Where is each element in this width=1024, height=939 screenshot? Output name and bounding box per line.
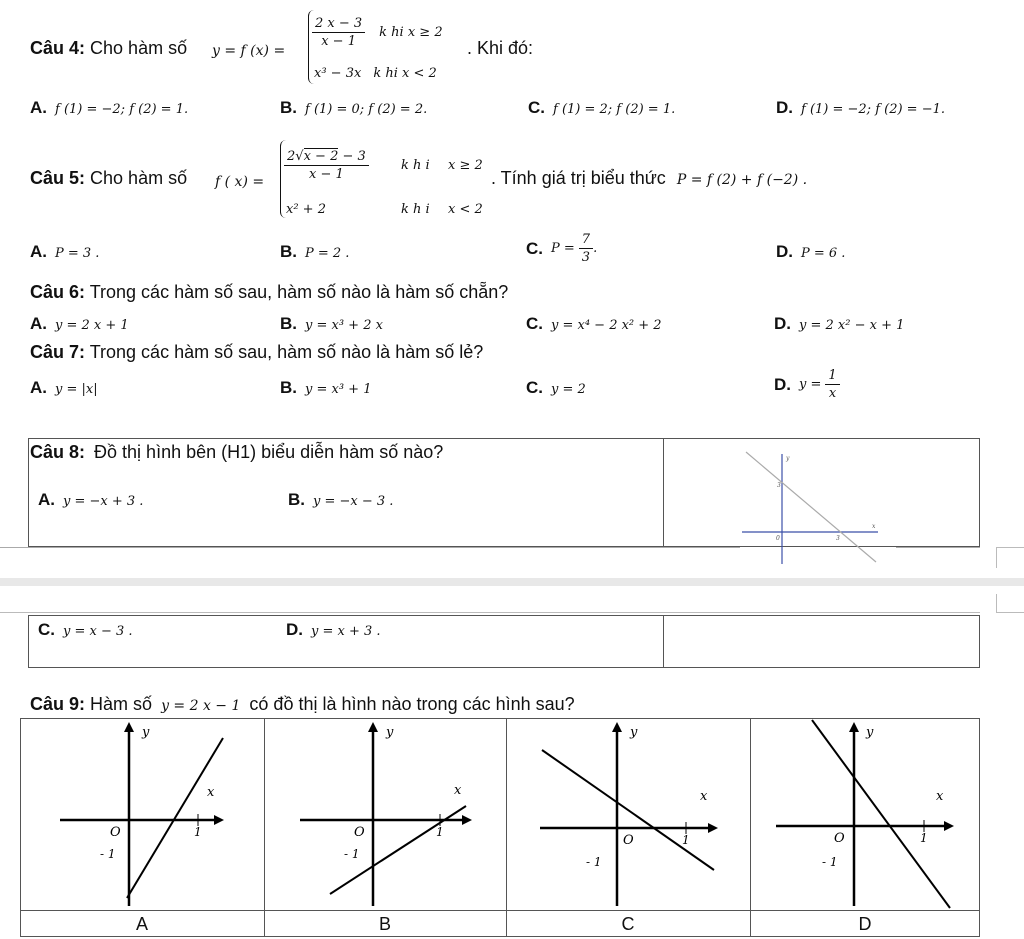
q4-lhs: y = f (x) = [212, 43, 286, 59]
q5-intro: Cho hàm số [90, 168, 188, 188]
q9-b-origin: O [354, 825, 365, 840]
q4-case1 [312, 10, 443, 54]
q8-label: Câu 8: [30, 442, 86, 462]
q6-text: Trong các hàm số sau, hàm số nào là hàm số chẵn? [89, 282, 509, 302]
page-edge-line-left [0, 547, 740, 548]
q5-option-d[interactable]: D. P = 6 . [776, 242, 846, 261]
q4-case2-expr: x³ − 3x [314, 66, 362, 81]
q5-case1 [284, 140, 369, 190]
q4-tail: . Khi đó: [467, 38, 534, 58]
q8-table-divider [663, 439, 664, 547]
q4-case2-cond: k hi x < 2 [373, 66, 437, 81]
q9-d-x-label: x [936, 789, 944, 804]
q4-option-b[interactable]: B. f (1) = 0; f (2) = 2. [280, 98, 428, 117]
q4-case1-fraction [312, 16, 365, 49]
q9-c-y-label: y [630, 725, 638, 740]
q9-graph-a [60, 725, 223, 906]
q8-option-d[interactable]: D. y = x + 3 . [286, 620, 381, 639]
q8-graph-x-label: x [872, 523, 876, 530]
q9-d-origin: O [834, 831, 845, 846]
q5-case1-fraction [284, 149, 369, 182]
q9-c-tick-y: - 1 [586, 855, 602, 869]
q9-intro: Hàm số [90, 694, 153, 714]
q5-stem [30, 168, 187, 189]
q7-label: Câu 7: [30, 342, 86, 362]
q8-graph-x-tick: 3 [836, 535, 840, 542]
q9-d-tick-y: - 1 [822, 855, 838, 869]
q8-graph-y-tick: 3 [777, 482, 781, 489]
q4-intro: Cho hàm số [90, 38, 188, 58]
q8-table-bottom [28, 615, 980, 668]
q8-graph-h1 [738, 448, 898, 566]
q5-tail: . Tính giá trị biểu thức P = f (2) + f (−2) . [491, 168, 808, 188]
q8-text: Đồ thị hình bên (H1) biểu diễn hàm số nào? [94, 442, 444, 462]
q5-case1-den: x − 1 [309, 166, 344, 182]
q5-option-c[interactable]: C. P = $\frac{7}{3}$ . [526, 232, 598, 265]
q7-option-c[interactable]: C. y = 2 [526, 378, 586, 397]
q4-case1-cond: k hi x ≥ 2 [379, 24, 443, 40]
q7-option-a[interactable]: A. y = |x| [30, 378, 98, 397]
q9-caption-c[interactable]: C [621, 913, 635, 934]
q9-c-x-label: x [700, 789, 708, 804]
q6-label: Câu 6: [30, 282, 86, 302]
q5-option-b[interactable]: B. P = 2 . [280, 242, 350, 261]
q9-d-tick-x: 1 [920, 831, 928, 845]
q4-stem [30, 38, 187, 59]
q5-case2-khi: k h i [401, 202, 430, 217]
q8-stem [30, 442, 443, 463]
q9-caption-a[interactable]: A [135, 913, 148, 934]
page-corner-top [996, 547, 1024, 568]
q5-case2-cond: x < 2 [448, 202, 483, 217]
q4-option-c[interactable]: C. f (1) = 2; f (2) = 1. [528, 98, 676, 117]
q5-lhs: f ( x) = [215, 174, 265, 190]
q4-option-a[interactable]: A. f (1) = −2; f (2) = 1. [30, 98, 189, 117]
q4-case2 [314, 66, 437, 81]
q9-label: Câu 9: [30, 694, 86, 714]
q9-a-tick-y: - 1 [100, 847, 116, 861]
q4-label: Câu 4: [30, 38, 86, 58]
q9-expr: y = 2 x − 1 [161, 698, 241, 714]
q6-stem [30, 282, 508, 303]
q9-graph-b [300, 725, 468, 906]
q6-option-b[interactable]: B. y = x³ + 2 x [280, 314, 383, 333]
q5-case1-num: 2√x − 2 − 3 [284, 149, 369, 166]
q8-table-divider-bottom [663, 616, 664, 668]
q9-a-origin: O [110, 825, 121, 840]
q8-option-a[interactable]: A. y = −x + 3 . [38, 490, 144, 509]
q7-option-b[interactable]: B. y = x³ + 1 [280, 378, 372, 397]
q9-b-tick-x: 1 [436, 825, 444, 839]
q8-graph-origin: 0 [776, 535, 780, 542]
q5-case1-cond: x ≥ 2 [448, 158, 483, 173]
q9-b-tick-y: - 1 [344, 847, 360, 861]
q8-option-b[interactable]: B. y = −x − 3 . [288, 490, 394, 509]
q6-option-a[interactable]: A. y = 2 x + 1 [30, 314, 129, 333]
q9-c-tick-x: 1 [682, 833, 690, 847]
q4-case1-den: x − 1 [321, 33, 356, 49]
q9-a-tick-x: 1 [194, 825, 202, 839]
q9-caption-b[interactable]: B [378, 913, 391, 934]
q7-text: Trong các hàm số sau, hàm số nào là hàm số lẻ? [89, 342, 484, 362]
page-edge-line-right [896, 547, 980, 548]
q9-caption-d[interactable]: D [858, 913, 872, 934]
q6-option-d[interactable]: D. y = 2 x² − x + 1 [774, 314, 905, 333]
q7-option-d[interactable]: D. y = $\frac{1}{x}$ [774, 368, 840, 401]
q9-graph-c [540, 725, 714, 906]
q4-option-d[interactable]: D. f (1) = −2; f (2) = −1. [776, 98, 946, 117]
q8-graph-line [746, 452, 876, 562]
q9-tail: có đồ thị là hình nào trong các hình sau? [249, 694, 575, 714]
q8-graph-y-label: y [786, 455, 790, 462]
q9-d-y-label: y [866, 725, 874, 740]
q5-option-a[interactable]: A. P = 3 . [30, 242, 100, 261]
q5-case1-khi: k h i [401, 158, 430, 173]
q5-case2-expr: x² + 2 [286, 202, 326, 217]
q9-a-y-label: y [142, 725, 150, 740]
q9-graphs [20, 718, 980, 910]
q8-option-c[interactable]: C. y = x − 3 . [38, 620, 133, 639]
page-gap-band [0, 578, 1024, 586]
q9-stem [30, 694, 575, 715]
q4-case1-num: 2 x − 3 [312, 16, 365, 33]
q9-a-x-label: x [207, 785, 215, 800]
page-corner-bottom [996, 594, 1024, 613]
q5-label: Câu 5: [30, 168, 86, 188]
q9-b-y-label: y [386, 725, 394, 740]
q9-c-origin: O [623, 833, 634, 848]
q6-option-c[interactable]: C. y = x⁴ − 2 x² + 2 [526, 314, 662, 333]
q9-b-x-label: x [454, 783, 462, 798]
q7-stem [30, 342, 483, 363]
page-edge-line-bottom [0, 612, 980, 613]
q9-graph-d [776, 720, 950, 908]
